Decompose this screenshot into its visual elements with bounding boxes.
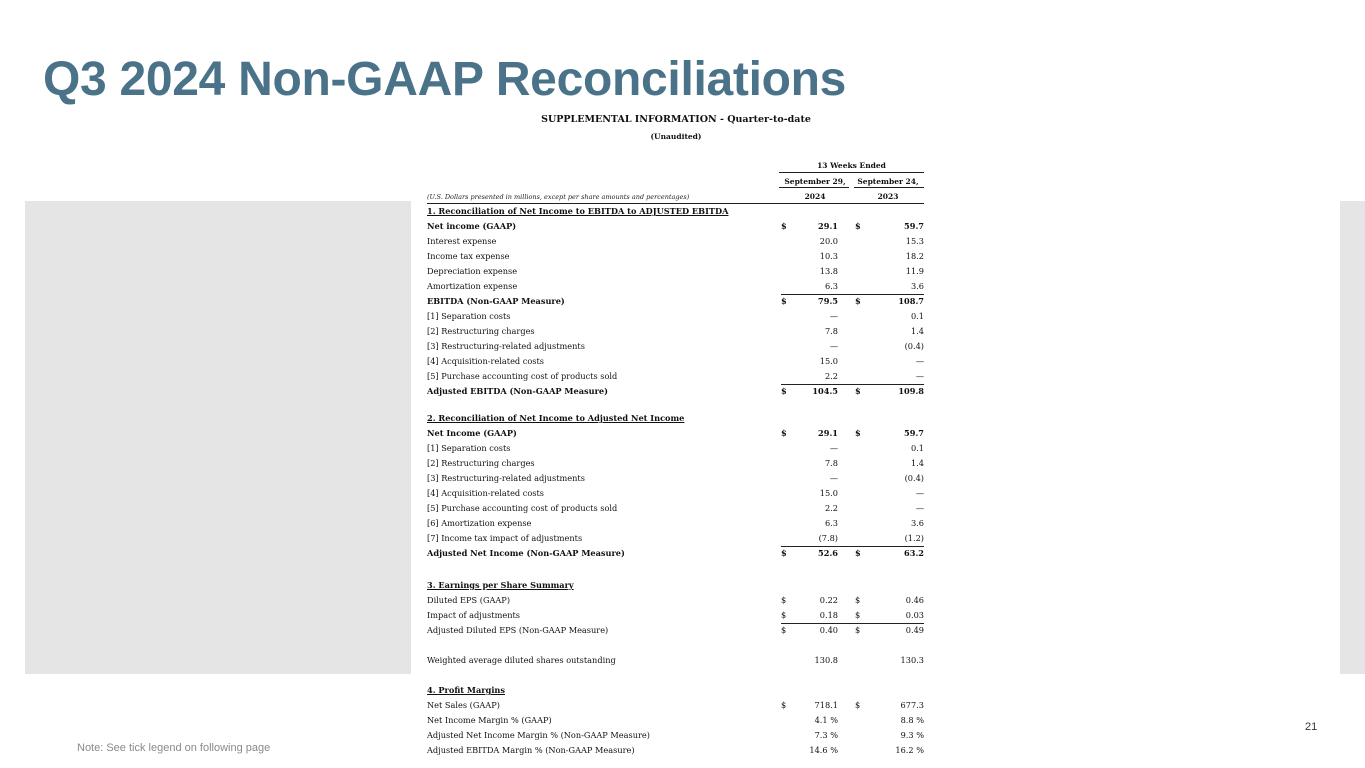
dollar-sign-a: $ — [781, 428, 787, 438]
table-row — [427, 578, 924, 592]
value-2023: 8.8 % — [900, 715, 924, 725]
value-2024: 15.0 — [819, 488, 838, 498]
table-row — [427, 204, 924, 218]
row-label: Adjusted Net Income Margin % (Non-GAAP Measure) — [427, 730, 650, 740]
table-row — [427, 531, 924, 545]
value-2023: — — [915, 356, 924, 366]
period-header-rule — [779, 172, 924, 173]
row-label: [3] Restructuring-related adjustments — [427, 341, 585, 351]
table-row — [427, 713, 924, 727]
row-label: [7] Income tax impact of adjustments — [427, 533, 583, 543]
row-label: [2] Restructuring charges — [427, 458, 535, 468]
value-2024: 10.3 — [819, 251, 838, 261]
value-2024: — — [829, 341, 838, 351]
value-2023: 108.7 — [898, 296, 924, 306]
dollar-sign-a: $ — [781, 700, 787, 710]
value-2023: — — [915, 371, 924, 381]
value-2024: (7.8) — [818, 533, 838, 543]
table-row — [427, 354, 924, 368]
value-2024: — — [829, 443, 838, 453]
value-2023: 677.3 — [900, 700, 924, 710]
dollar-sign-b: $ — [855, 386, 861, 396]
table-row — [427, 249, 924, 263]
col-b-year: 2023 — [877, 192, 899, 201]
row-label: 3. Earnings per Share Summary — [427, 580, 574, 590]
row-label: Adjusted Net Income (Non-GAAP Measure) — [427, 548, 625, 558]
value-2023: 9.3 % — [900, 730, 924, 740]
row-label: Net Sales (GAAP) — [427, 700, 500, 710]
row-label: [2] Restructuring charges — [427, 326, 535, 336]
table-row — [427, 728, 924, 742]
value-2024: 718.1 — [814, 700, 838, 710]
value-2023: 0.46 — [905, 595, 924, 605]
table-row — [427, 339, 924, 353]
subtotal-rule — [781, 294, 924, 295]
row-label: EBITDA (Non-GAAP Measure) — [427, 296, 565, 306]
value-2024: 52.6 — [818, 548, 838, 558]
value-2024: 6.3 — [824, 518, 838, 528]
col-a-date-rule — [779, 187, 849, 188]
value-2023: 59.7 — [904, 428, 924, 438]
value-2023: (0.4) — [904, 341, 924, 351]
value-2024: 15.0 — [819, 356, 838, 366]
value-2023: 130.3 — [900, 655, 924, 665]
units-note: (U.S. Dollars presented in millions, except per share amounts and percentages) — [427, 193, 690, 201]
value-2023: 11.9 — [905, 266, 924, 276]
dollar-sign-b: $ — [855, 548, 861, 558]
value-2024: 104.5 — [812, 386, 838, 396]
slide-title: Q3 2024 Non-GAAP Reconciliations — [43, 53, 847, 106]
footnote: Note: See tick legend on following page — [77, 742, 271, 754]
subtotal-rule — [781, 623, 924, 624]
value-2023: 0.1 — [910, 443, 924, 453]
value-2024: 7.3 % — [814, 730, 838, 740]
table-row — [427, 324, 924, 338]
value-2023: 3.6 — [910, 281, 924, 291]
value-2024: 130.8 — [814, 655, 838, 665]
value-2024: 7.8 — [824, 458, 838, 468]
row-label: Impact of adjustments — [427, 610, 520, 620]
value-2023: 0.49 — [905, 625, 924, 635]
col-a-date: September 29, — [784, 177, 846, 186]
value-2024: 0.40 — [819, 625, 838, 635]
dollar-sign-a: $ — [781, 221, 787, 231]
value-2023: 15.3 — [905, 236, 924, 246]
dollar-sign-b: $ — [855, 296, 861, 306]
value-2023: 0.03 — [905, 610, 924, 620]
dollar-sign-a: $ — [781, 610, 787, 620]
dollar-sign-a: $ — [781, 296, 787, 306]
table-row — [427, 623, 924, 637]
value-2024: 29.1 — [818, 428, 838, 438]
value-2024: 79.5 — [818, 296, 838, 306]
table-row — [427, 653, 924, 667]
table-row — [427, 608, 924, 622]
value-2023: (0.4) — [904, 473, 924, 483]
value-2024: 4.1 % — [814, 715, 838, 725]
value-2024: 20.0 — [819, 236, 838, 246]
value-2023: — — [915, 488, 924, 498]
table-row — [427, 486, 924, 500]
value-2024: 14.6 % — [809, 745, 838, 755]
row-label: Net Income (GAAP) — [427, 428, 517, 438]
dollar-sign-b: $ — [855, 625, 861, 635]
table-heading: SUPPLEMENTAL INFORMATION - Quarter-to-date — [541, 114, 811, 125]
row-label: [1] Separation costs — [427, 443, 511, 453]
row-label: Amortization expense — [427, 281, 518, 291]
dollar-sign-b: $ — [855, 700, 861, 710]
value-2024: 0.22 — [819, 595, 838, 605]
value-2023: — — [915, 503, 924, 513]
table-row — [427, 369, 924, 383]
dollar-sign-b: $ — [855, 595, 861, 605]
value-2023: 0.1 — [910, 311, 924, 321]
dollar-sign-b: $ — [855, 610, 861, 620]
value-2023: 109.8 — [898, 386, 924, 396]
subtotal-rule — [781, 546, 924, 547]
dollar-sign-a: $ — [781, 625, 787, 635]
value-2024: 2.2 — [824, 503, 838, 513]
row-label: Diluted EPS (GAAP) — [427, 595, 511, 605]
table-row — [427, 294, 924, 308]
table-row — [427, 219, 924, 233]
value-2023: (1.2) — [904, 533, 924, 543]
table-row — [427, 411, 924, 425]
value-2024: — — [829, 473, 838, 483]
table-row — [427, 516, 924, 530]
table-row — [427, 279, 924, 293]
row-label: 4. Profit Margins — [427, 685, 505, 695]
value-2024: 7.8 — [824, 326, 838, 336]
table-row — [427, 264, 924, 278]
row-label: Net income (GAAP) — [427, 221, 517, 231]
table-row — [427, 456, 924, 470]
value-2023: 1.4 — [910, 458, 924, 468]
row-label: Depreciation expense — [427, 266, 518, 276]
value-2023: 16.2 % — [895, 745, 924, 755]
row-label: 2. Reconciliation of Net Income to Adjusted Net Income — [427, 413, 685, 423]
row-label: [6] Amortization expense — [427, 518, 532, 528]
dollar-sign-a: $ — [781, 595, 787, 605]
table-row — [427, 234, 924, 248]
row-label: [4] Acquisition-related costs — [427, 356, 544, 366]
col-b-date-rule — [854, 187, 924, 188]
value-2023: 63.2 — [904, 548, 924, 558]
value-2023: 18.2 — [905, 251, 924, 261]
row-label: Net Income Margin % (GAAP) — [427, 715, 552, 725]
page-number: 21 — [1305, 721, 1318, 733]
dollar-sign-b: $ — [855, 221, 861, 231]
value-2024: 29.1 — [818, 221, 838, 231]
row-label: [1] Separation costs — [427, 311, 511, 321]
value-2024: 2.2 — [824, 371, 838, 381]
value-2023: 3.6 — [910, 518, 924, 528]
table-row — [427, 546, 924, 560]
table-row — [427, 471, 924, 485]
row-label: Income tax expense — [427, 251, 510, 261]
row-label: Interest expense — [427, 236, 497, 246]
value-2023: 1.4 — [910, 326, 924, 336]
row-label: [4] Acquisition-related costs — [427, 488, 544, 498]
table-row — [427, 698, 924, 712]
table-row — [427, 384, 924, 398]
row-label: Weighted average diluted shares outstanding — [427, 655, 616, 665]
table-row — [427, 501, 924, 515]
table-row — [427, 309, 924, 323]
row-label: Adjusted EBITDA (Non-GAAP Measure) — [427, 386, 608, 396]
period-header: 13 Weeks Ended — [817, 161, 886, 170]
table-row — [427, 743, 924, 757]
value-2024: 13.8 — [819, 266, 838, 276]
col-a-year: 2024 — [804, 192, 826, 201]
financial-table-document — [411, 108, 941, 768]
row-label: [3] Restructuring-related adjustments — [427, 473, 585, 483]
dollar-sign-b: $ — [855, 428, 861, 438]
row-label: Adjusted EBITDA Margin % (Non-GAAP Measure) — [427, 745, 635, 755]
row-label: [5] Purchase accounting cost of products sold — [427, 503, 618, 513]
table-row — [427, 593, 924, 607]
dollar-sign-a: $ — [781, 548, 787, 558]
table-row — [427, 683, 924, 697]
value-2024: 6.3 — [824, 281, 838, 291]
table-subheading: (Unaudited) — [650, 132, 702, 141]
value-2024: — — [829, 311, 838, 321]
left-side-band — [25, 201, 411, 674]
value-2023: 59.7 — [904, 221, 924, 231]
col-b-date: September 24, — [857, 177, 919, 186]
row-label: 1. Reconciliation of Net Income to EBITDA to ADJUSTED EBITDA — [427, 206, 729, 216]
row-label: Adjusted Diluted EPS (Non-GAAP Measure) — [427, 625, 609, 635]
table-row — [427, 441, 924, 455]
right-side-band — [1340, 201, 1365, 674]
dollar-sign-a: $ — [781, 386, 787, 396]
row-label: [5] Purchase accounting cost of products sold — [427, 371, 618, 381]
table-row — [427, 426, 924, 440]
subtotal-rule — [781, 384, 924, 385]
value-2024: 0.18 — [819, 610, 838, 620]
